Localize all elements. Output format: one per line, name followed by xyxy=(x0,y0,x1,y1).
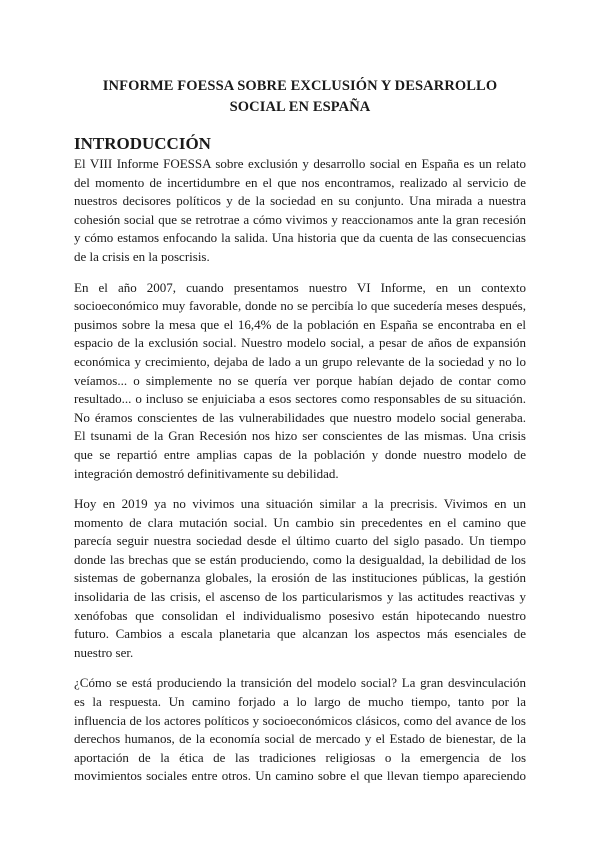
document-title xyxy=(60,76,540,118)
paragraph-line: insolidaria de las crisis, el ascenso de los particularismos y las actitudes reactivas y xyxy=(74,589,526,605)
paragraph-line: de la crisis en la poscrisis. xyxy=(74,248,210,264)
paragraph xyxy=(74,155,526,267)
document-title-line-2: SOCIAL EN ESPAÑA xyxy=(229,99,371,115)
paragraph-line: aportación de la ética de las tradiciones religiosas o la emergencia de los xyxy=(74,749,526,765)
paragraph-line: resultado... o incluso se enjuiciaba a esos sectores como responsables de su situación. xyxy=(74,391,526,407)
paragraph-line: y cómo estamos enfocando la salida. Una historia que da cuenta de las consecuencias xyxy=(74,230,526,246)
paragraph-line: es la respuesta. Un camino forjado a lo largo de mucho tiempo, tanto por la xyxy=(74,694,526,710)
paragraph-line: pusimos sobre la mesa que el 16,4% de la población en España se encontraba en el xyxy=(74,316,526,332)
paragraph-line: integración demostró definitivamente su debilidad. xyxy=(74,465,339,481)
paragraph-line: momento de clara mutación social. Un cambio sin precedentes en el camino que xyxy=(74,514,526,530)
paragraph-line: sistemas de gobernanza globales, la erosión de las instituciones públicas, la gestión xyxy=(74,570,526,586)
paragraph-line: futuro. Cambios a escala planetaria que alcanzan los aspectos más esenciales de xyxy=(74,626,526,642)
paragraph-line: ¿Cómo se está produciendo la transición del modelo social? La gran desvinculación xyxy=(74,675,526,691)
paragraph-line: nuestros decisores políticos y de la sociedad en su conjunto. Una mirada a nuestra xyxy=(74,193,526,209)
paragraph-line: parecía seguir nuestra sociedad desde el último cuarto del siglo pasado. Un tiempo xyxy=(74,533,526,549)
paragraph-line: derechos humanos, de la economía social de mercado y el Estado de bienestar, de la xyxy=(74,731,526,747)
document-body xyxy=(74,155,526,798)
paragraph-line: nuestro ser. xyxy=(74,644,134,660)
paragraph-line: No éramos conscientes de las vulnerabilidades que nuestro modelo social generaba. xyxy=(74,409,526,425)
paragraph xyxy=(74,495,526,662)
paragraph-line: veíamos... o simplemente no se quería ver porque habían dejado de contar como xyxy=(74,372,526,388)
paragraph-line: xenófobas que consolidan el individualismo posesivo están hipotecando nuestro xyxy=(74,607,526,623)
paragraph-line: socioeconómico muy favorable, donde no se percibía lo que sucedería meses después, xyxy=(74,298,526,314)
paragraph xyxy=(74,279,526,484)
paragraph-line: influencia de los actores políticos y socioeconómicos clásicos, como del avance de los xyxy=(74,712,526,728)
paragraph-line: El VIII Informe FOESSA sobre exclusión y desarrollo social en España es un relato xyxy=(74,156,526,171)
paragraph-line: del momento de incertidumbre en el que nos encontramos, realizado al servicio de xyxy=(74,174,526,190)
paragraph-line: económica y crecimiento, dejaba de lado a un grupo relevante de la sociedad y no lo xyxy=(74,353,526,369)
section-heading: INTRODUCCIÓN xyxy=(74,134,211,153)
paragraph-line: donde las brechas que se están produciendo, como la desigualdad, la debilidad de los xyxy=(74,551,526,567)
document-title-line-1: INFORME FOESSA SOBRE EXCLUSIÓN Y DESARROLLO xyxy=(102,78,498,94)
paragraph-line: En el año 2007, cuando presentamos nuestro VI Informe, en un contexto xyxy=(74,279,526,295)
paragraph xyxy=(74,674,526,786)
paragraph-line: espacio de la exclusión social. Nuestro modelo social, a pesar de años de expansión xyxy=(74,335,526,351)
paragraph-line: Hoy en 2019 ya no vivimos una situación similar a la precrisis. Vivimos en un xyxy=(74,496,526,512)
paragraph-line: que se repartió entre amplias capas de la población y donde nuestro modelo de xyxy=(74,446,526,462)
paragraph-line: cohesión social que se retrotrae a cómo vivimos y reaccionamos ante la gran recesión xyxy=(74,211,526,227)
paragraph-line: movimientos sociales entre otros. Un camino sobre el que llevan tiempo apareciendo xyxy=(74,768,526,784)
paragraph-line: El tsunami de la Gran Recesión nos hizo ser conscientes de las mismas. Una crisis xyxy=(74,428,526,444)
